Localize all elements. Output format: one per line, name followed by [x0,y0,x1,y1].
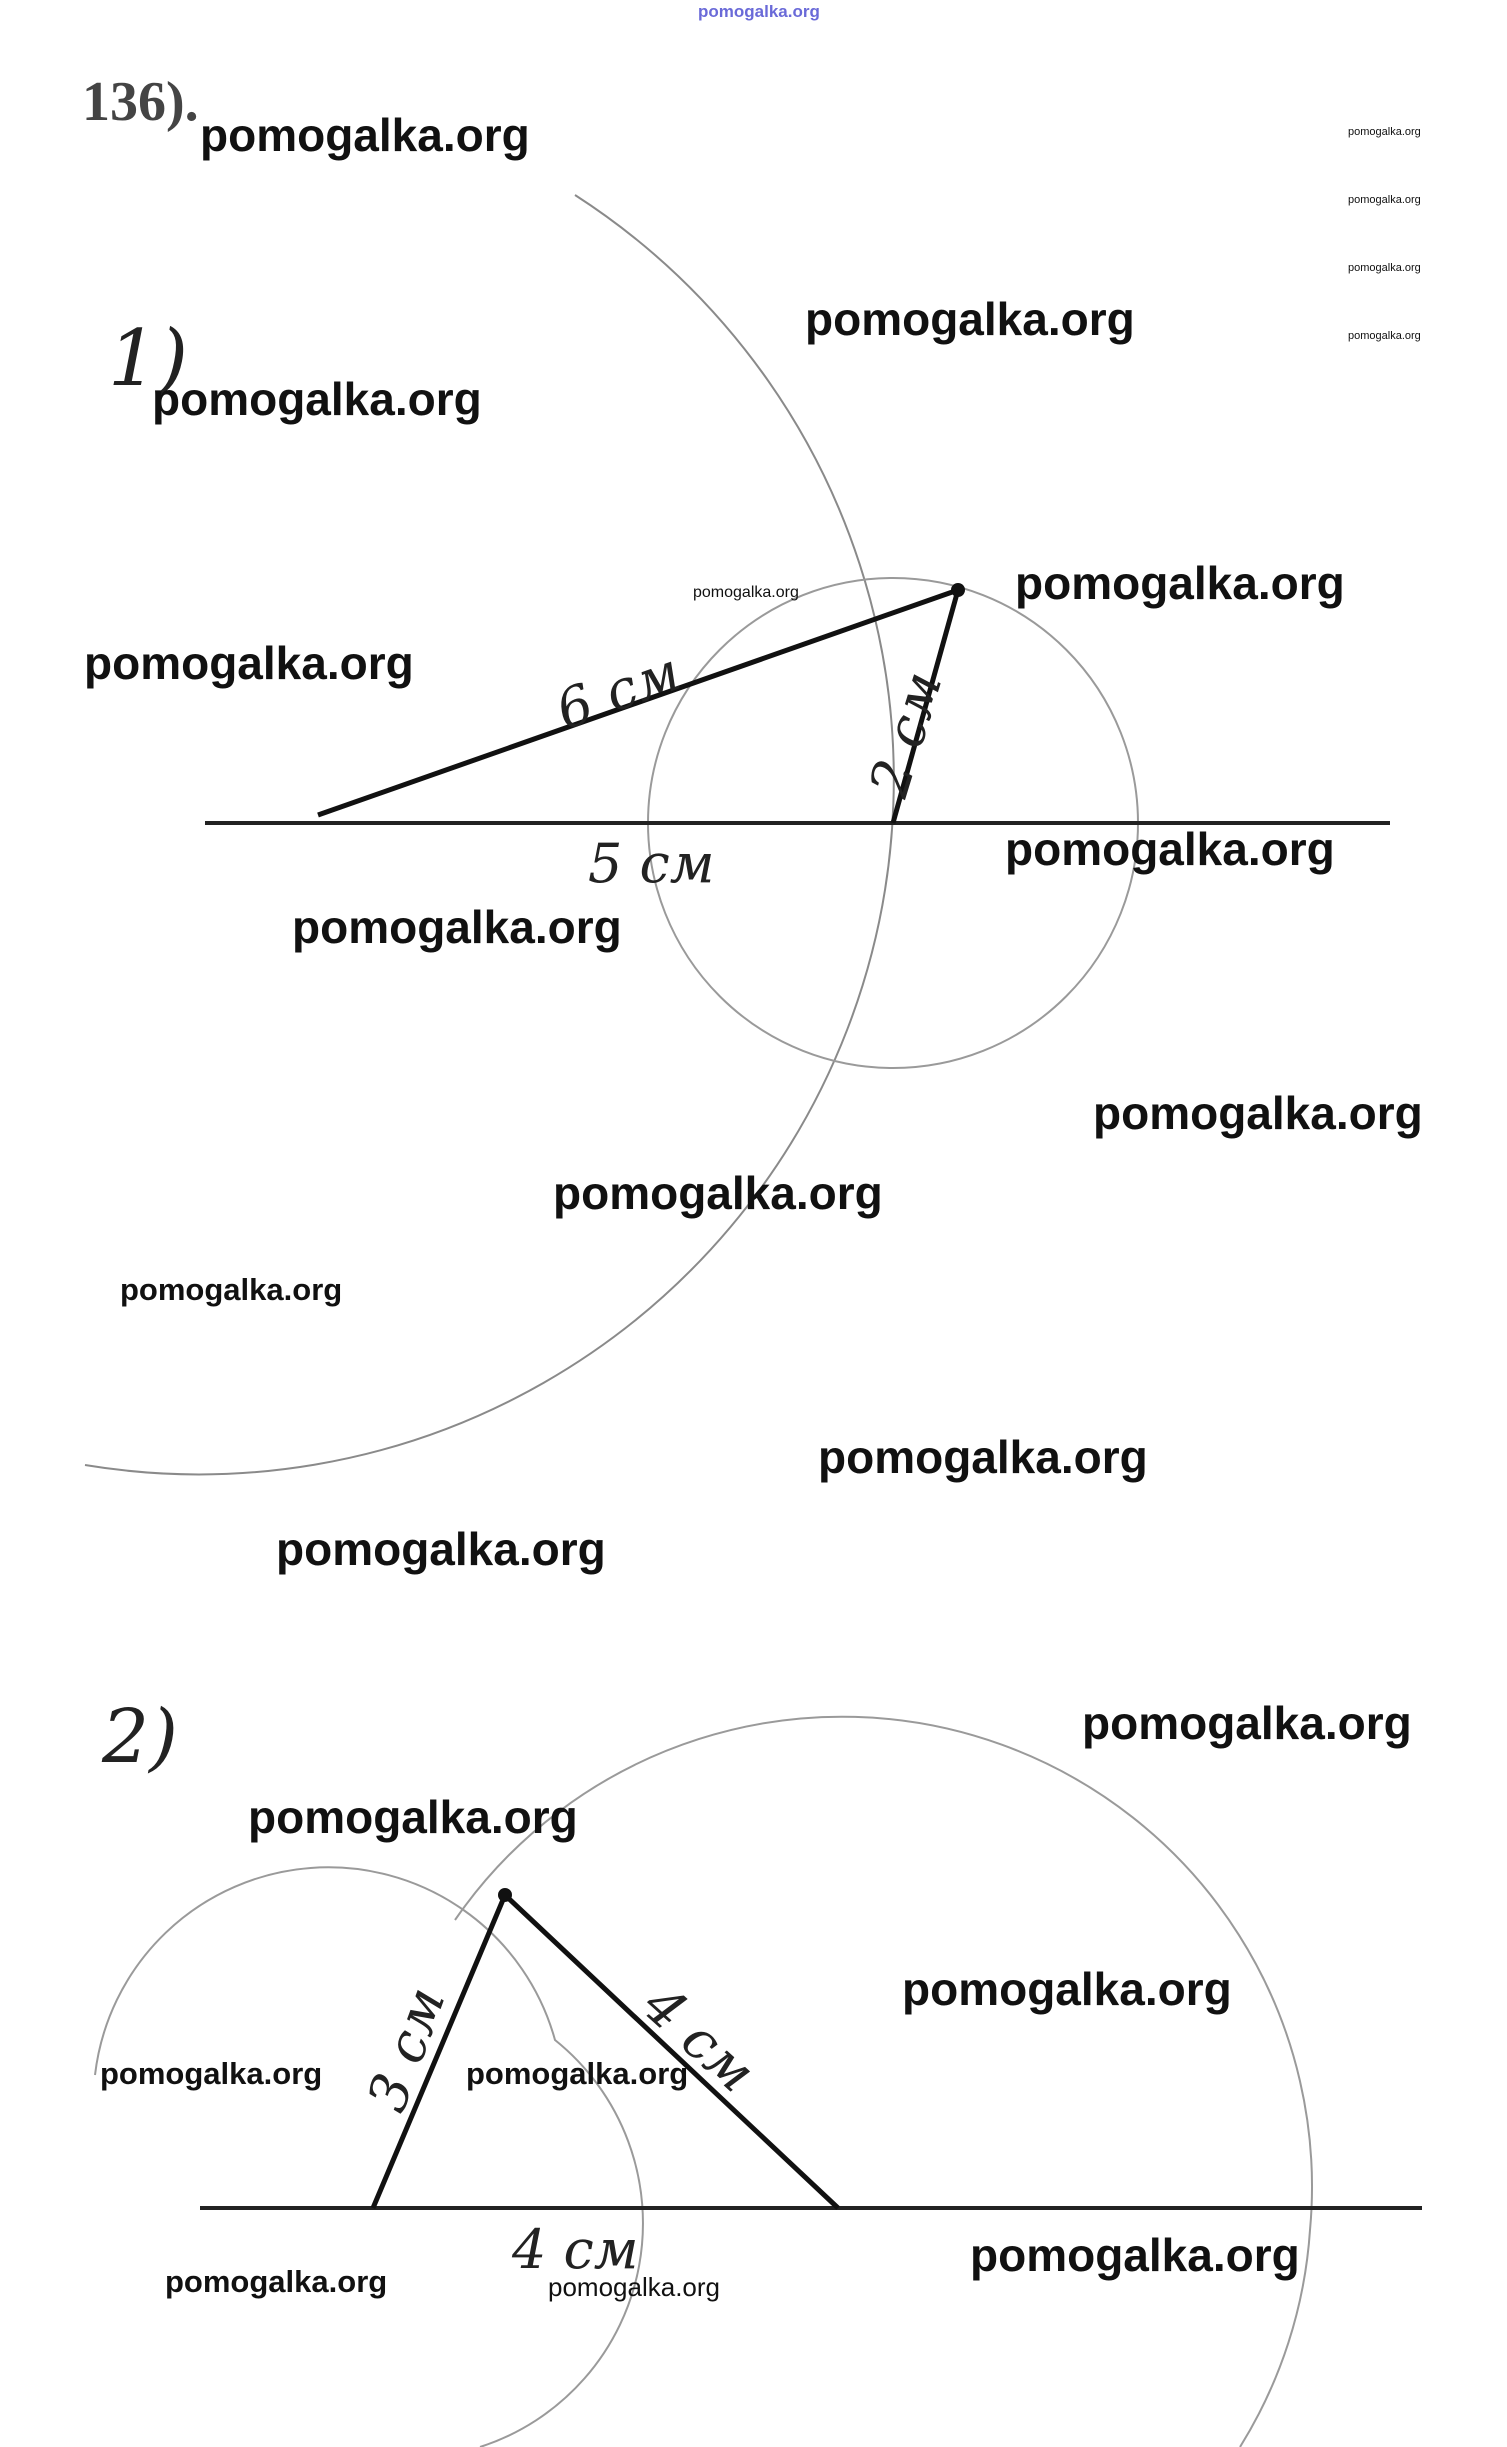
watermark: pomogalka.org [1082,1697,1412,1749]
watermark: pomogalka.org [248,1791,578,1843]
watermark: pomogalka.org [292,901,622,953]
watermark: pomogalka.org [1093,1087,1423,1139]
watermark: pomogalka.org [1015,557,1345,609]
header-watermark: pomogalka.org [698,2,820,21]
watermark: pomogalka.org [120,1272,343,1307]
watermark: pomogalka.org [970,2229,1300,2281]
watermark: pomogalka.org [548,2272,720,2302]
watermark: pomogalka.org [200,109,530,161]
watermark: pomogalka.org [805,293,1135,345]
watermark: pomogalka.org [276,1523,606,1575]
watermark: pomogalka.org [100,2056,323,2091]
part2-vertex [498,1888,512,1902]
watermark: pomogalka.org [553,1167,883,1219]
watermark: pomogalka.org [1348,330,1421,342]
problem-number: 136). [82,71,199,133]
watermark: pomogalka.org [1005,823,1335,875]
watermark: pomogalka.org [1348,126,1421,138]
watermark: pomogalka.org [1348,262,1421,274]
watermark: pomogalka.org [902,1963,1232,2015]
watermark: pomogalka.org [693,584,799,601]
watermark: pomogalka.org [165,2264,388,2299]
watermark: pomogalka.org [1348,194,1421,206]
part2-arc-left [95,1867,643,2447]
part1-side-6cm-label: 6 см [547,639,689,743]
part2-label: 2) [102,1694,178,1780]
watermark: pomogalka.org [818,1431,1148,1483]
watermark: pomogalka.org [152,373,482,425]
part2-side-3cm-label: 3 см [355,1978,458,2120]
part1-side-5cm-label: 5 см [588,832,715,895]
part1-label: 1) [108,314,189,404]
part1-vertex [951,583,965,597]
part1-side-2cm-label: 2 см [857,664,955,804]
watermark: pomogalka.org [84,637,414,689]
part2-side-4cm-label: 4 см [631,1972,768,2105]
part2-base-4cm-label: 4 см [512,2218,639,2281]
watermark: pomogalka.org [466,2056,689,2091]
